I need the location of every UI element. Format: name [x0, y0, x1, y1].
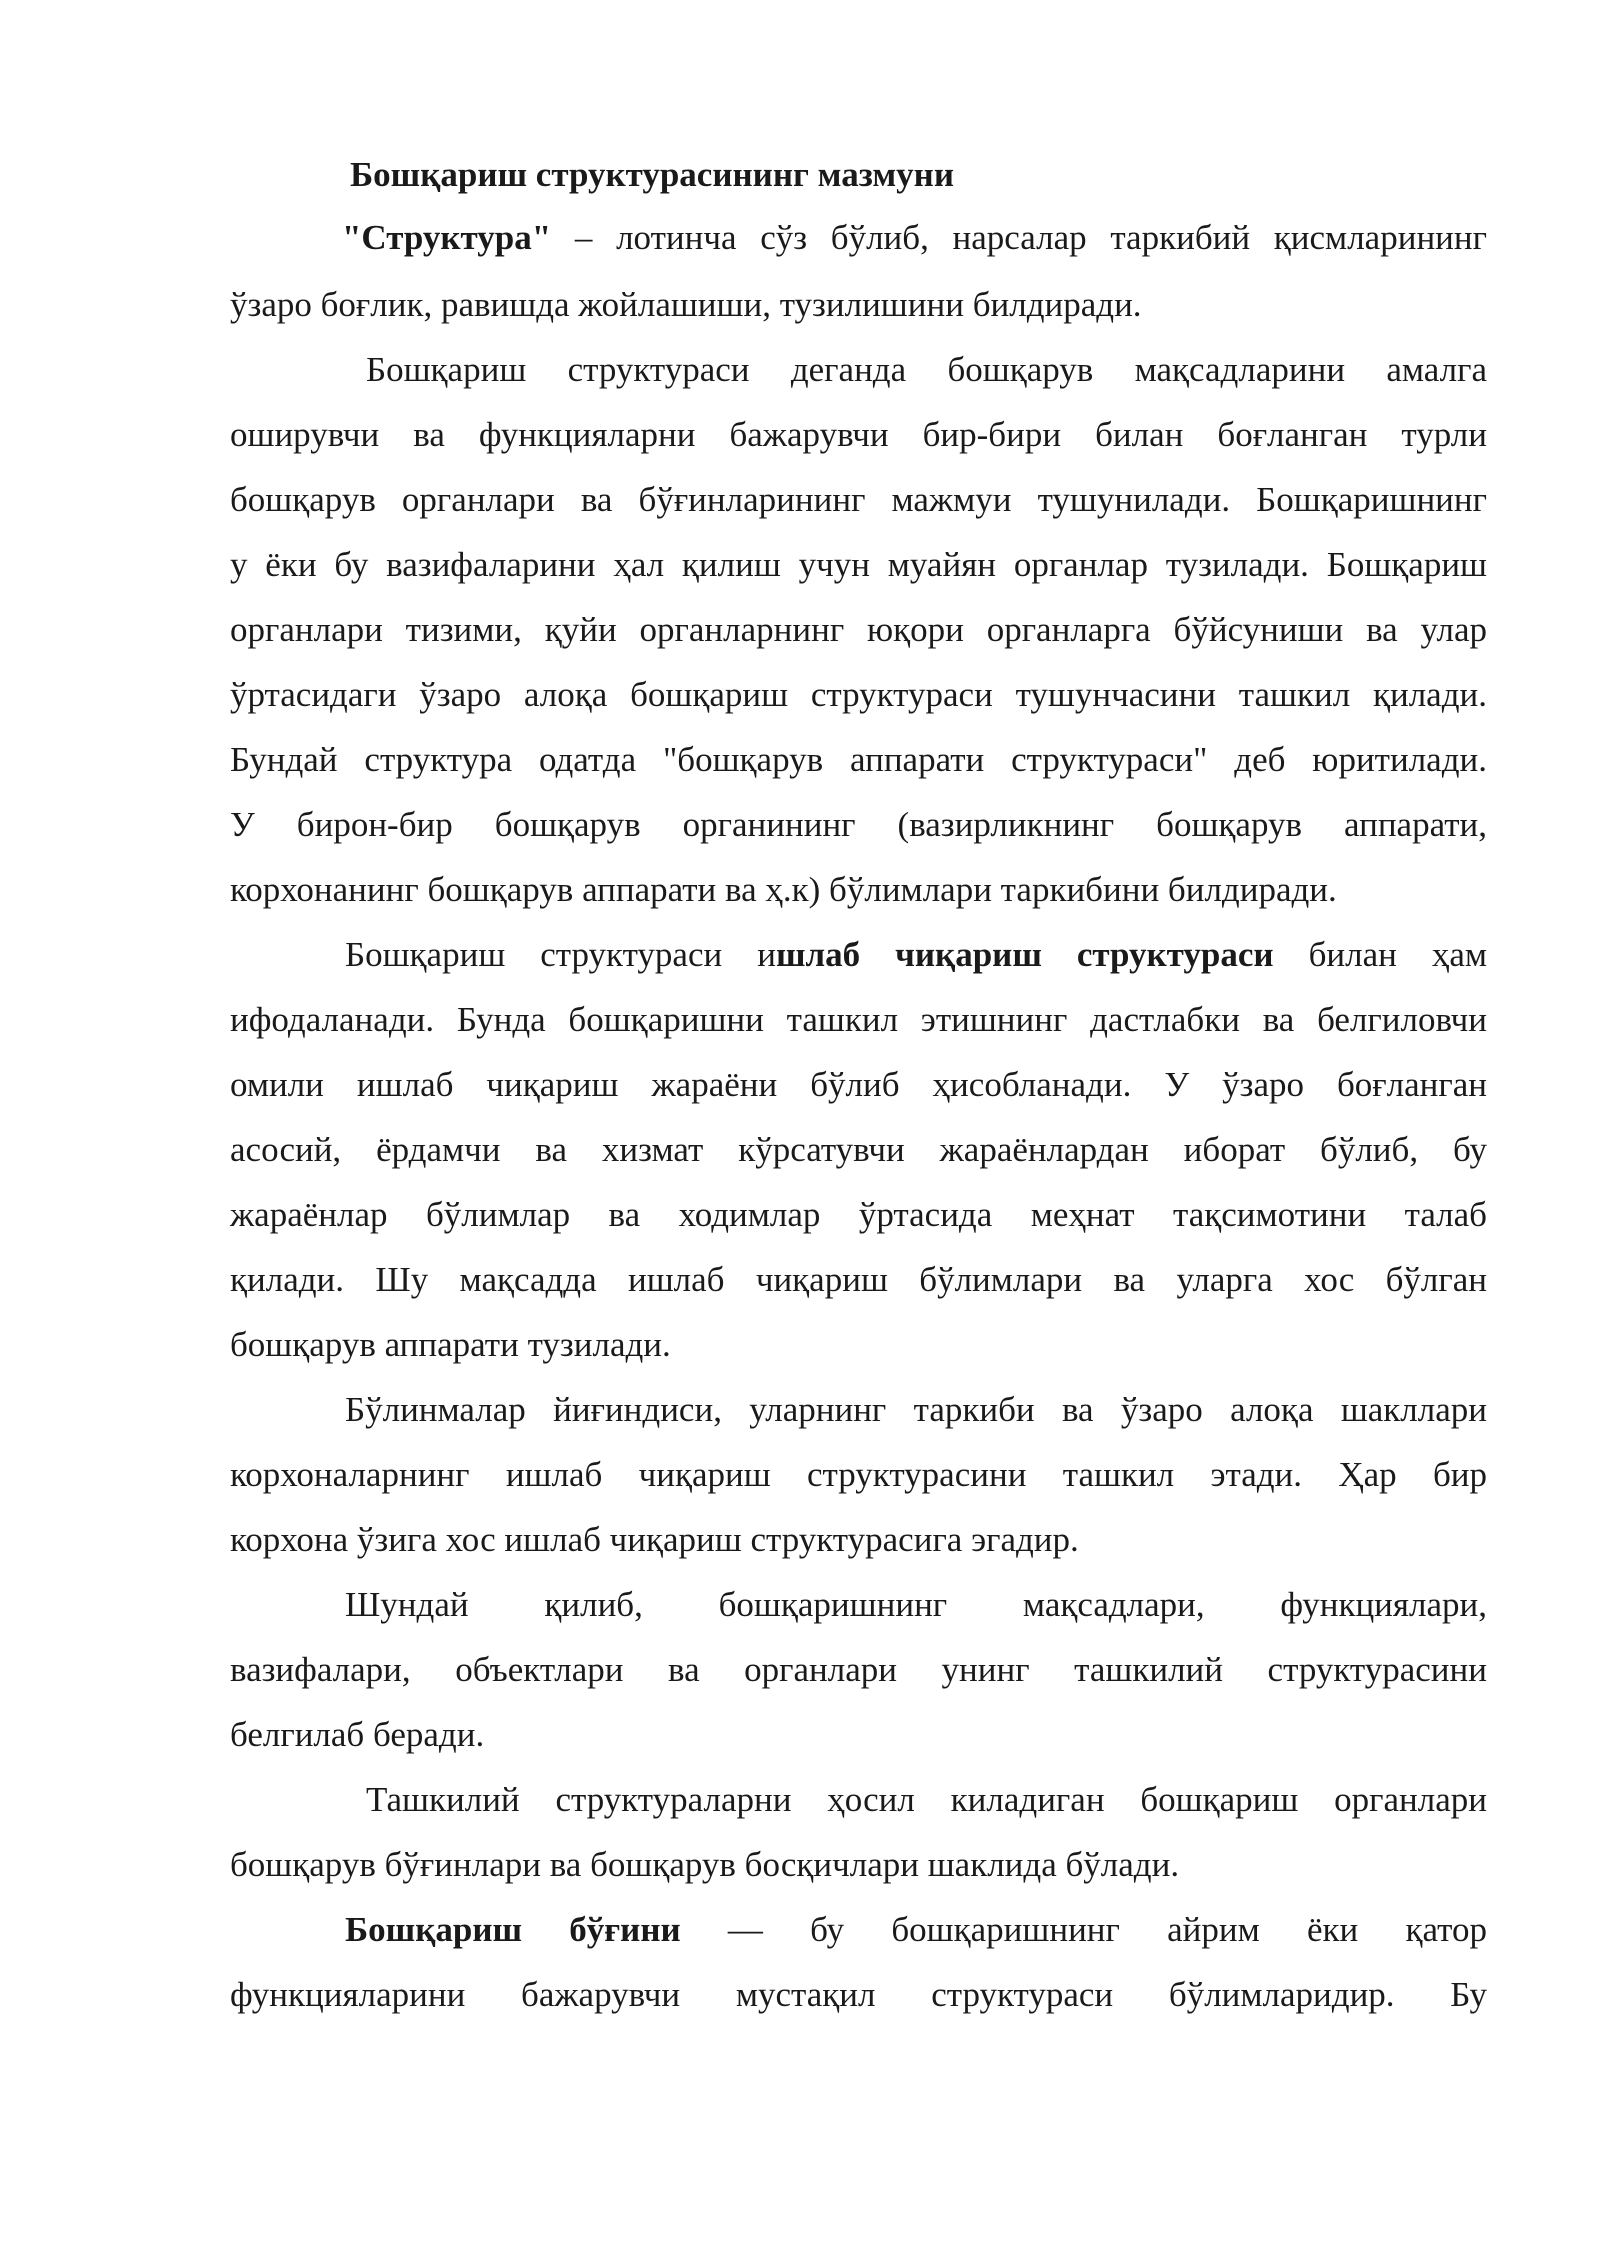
paragraph-7-line-1 [345, 1905, 1487, 1955]
paragraph-3-line-3: омили ишлаб чиқариш жараёни бўлиб ҳисобланади. У ўзаро боғланган [230, 1065, 1487, 1104]
paragraph-2-line-6: ўртасидаги ўзаро алоқа бошқариш структураси тушунчасини ташкил қилади. [230, 675, 1487, 714]
term-structure: "Структура" [342, 218, 552, 257]
paragraph-6-line-1: Ташкилий структураларни ҳосил киладиган бошқариш органлари [366, 1780, 1487, 1819]
paragraph-3-line-1-end: билан ҳам [1273, 935, 1487, 974]
paragraph-5-line-2: вазифалари, объектлари ва органлари унинг ташкилий структурасини [230, 1650, 1487, 1689]
paragraph-3-line-2: ифодаланади. Бунда бошқаришни ташкил этишнинг дастлабки ва белгиловчи [230, 1000, 1487, 1039]
paragraph-3-line-7: бошқарув аппарати тузилади. [230, 1325, 671, 1364]
term-production-structure: шлаб чиқариш структураси [775, 935, 1274, 974]
paragraph-7-line-2: функцияларини бажарувчи мустақил структураси бўлимларидир. Бу [230, 1975, 1487, 2014]
paragraph-2-line-7: Бундай структура одатда "бошқарув аппарати структураси" деб юритилади. [230, 740, 1487, 779]
paragraph-1-line-1-text: – лотинча сўз бўлиб, нарсалар таркибий қисмларининг [551, 218, 1487, 257]
paragraph-2-line-5: органлари тизими, қуйи органларнинг юқори органларга бўйсуниши ва улар [230, 610, 1487, 649]
paragraph-2-line-4: у ёки бу вазифаларини ҳал қилиш учун муайян органлар тузилади. Бошқариш [230, 545, 1487, 584]
paragraph-1-line-2: ўзаро боғлик, равишда жойлашиши, тузилишини билдиради. [230, 285, 1142, 324]
paragraph-4-line-3: корхона ўзига хос ишлаб чиқариш структурасига эгадир. [230, 1520, 1079, 1559]
paragraph-3-line-1 [345, 930, 1487, 980]
paragraph-3-line-1-start: Бошқариш структураси и [345, 935, 776, 974]
paragraph-5-line-1: Шундай қилиб, бошқаришнинг мақсадлари, функциялари, [345, 1585, 1487, 1624]
paragraph-6-line-2: бошқарув бўғинлари ва бошқарув босқичлари шаклида бўлади. [230, 1845, 1180, 1884]
term-management-link: Бошқариш бўғини [345, 1910, 681, 1949]
paragraph-5-line-3: белгилаб беради. [230, 1715, 485, 1754]
paragraph-3-line-4: асосий, ёрдамчи ва хизмат кўрсатувчи жараёнлардан иборат бўлиб, бу [230, 1130, 1487, 1169]
paragraph-2-line-8: У бирон-бир бошқарув органининг (вазирликнинг бошқарув аппарати, [230, 805, 1487, 844]
paragraph-2-line-1: Бошқариш структураси деганда бошқарув мақсадларини амалга [366, 350, 1487, 389]
paragraph-2-line-2: оширувчи ва функцияларни бажарувчи бир-бири билан боғланган турли [230, 415, 1487, 454]
paragraph-7-line-1-text: — бу бошқаришнинг айрим ёки қатор [680, 1910, 1487, 1949]
paragraph-4-line-1: Бўлинмалар йиғиндиси, уларнинг таркиби ва ўзаро алоқа шакллари [345, 1390, 1487, 1429]
paragraph-4-line-2: корхоналарнинг ишлаб чиқариш структурасини ташкил этади. Ҳар бир [230, 1455, 1487, 1494]
paragraph-3-line-5: жараёнлар бўлимлар ва ходимлар ўртасида меҳнат тақсимотини талаб [230, 1195, 1487, 1234]
paragraph-2-line-3: бошқарув органлари ва бўғинларининг мажмуи тушунилади. Бошқаришнинг [230, 480, 1487, 519]
paragraph-2-line-9: корхонанинг бошқарув аппарати ва ҳ.к) бўлимлари таркибини билдиради. [230, 870, 1337, 909]
paragraph-3-line-6: қилади. Шу мақсадда ишлаб чиқариш бўлимлари ва уларга хос бўлган [230, 1260, 1487, 1299]
document-title: Бошқариш структурасининг мазмуни [350, 155, 954, 194]
paragraph-1-line-1 [342, 213, 1487, 263]
